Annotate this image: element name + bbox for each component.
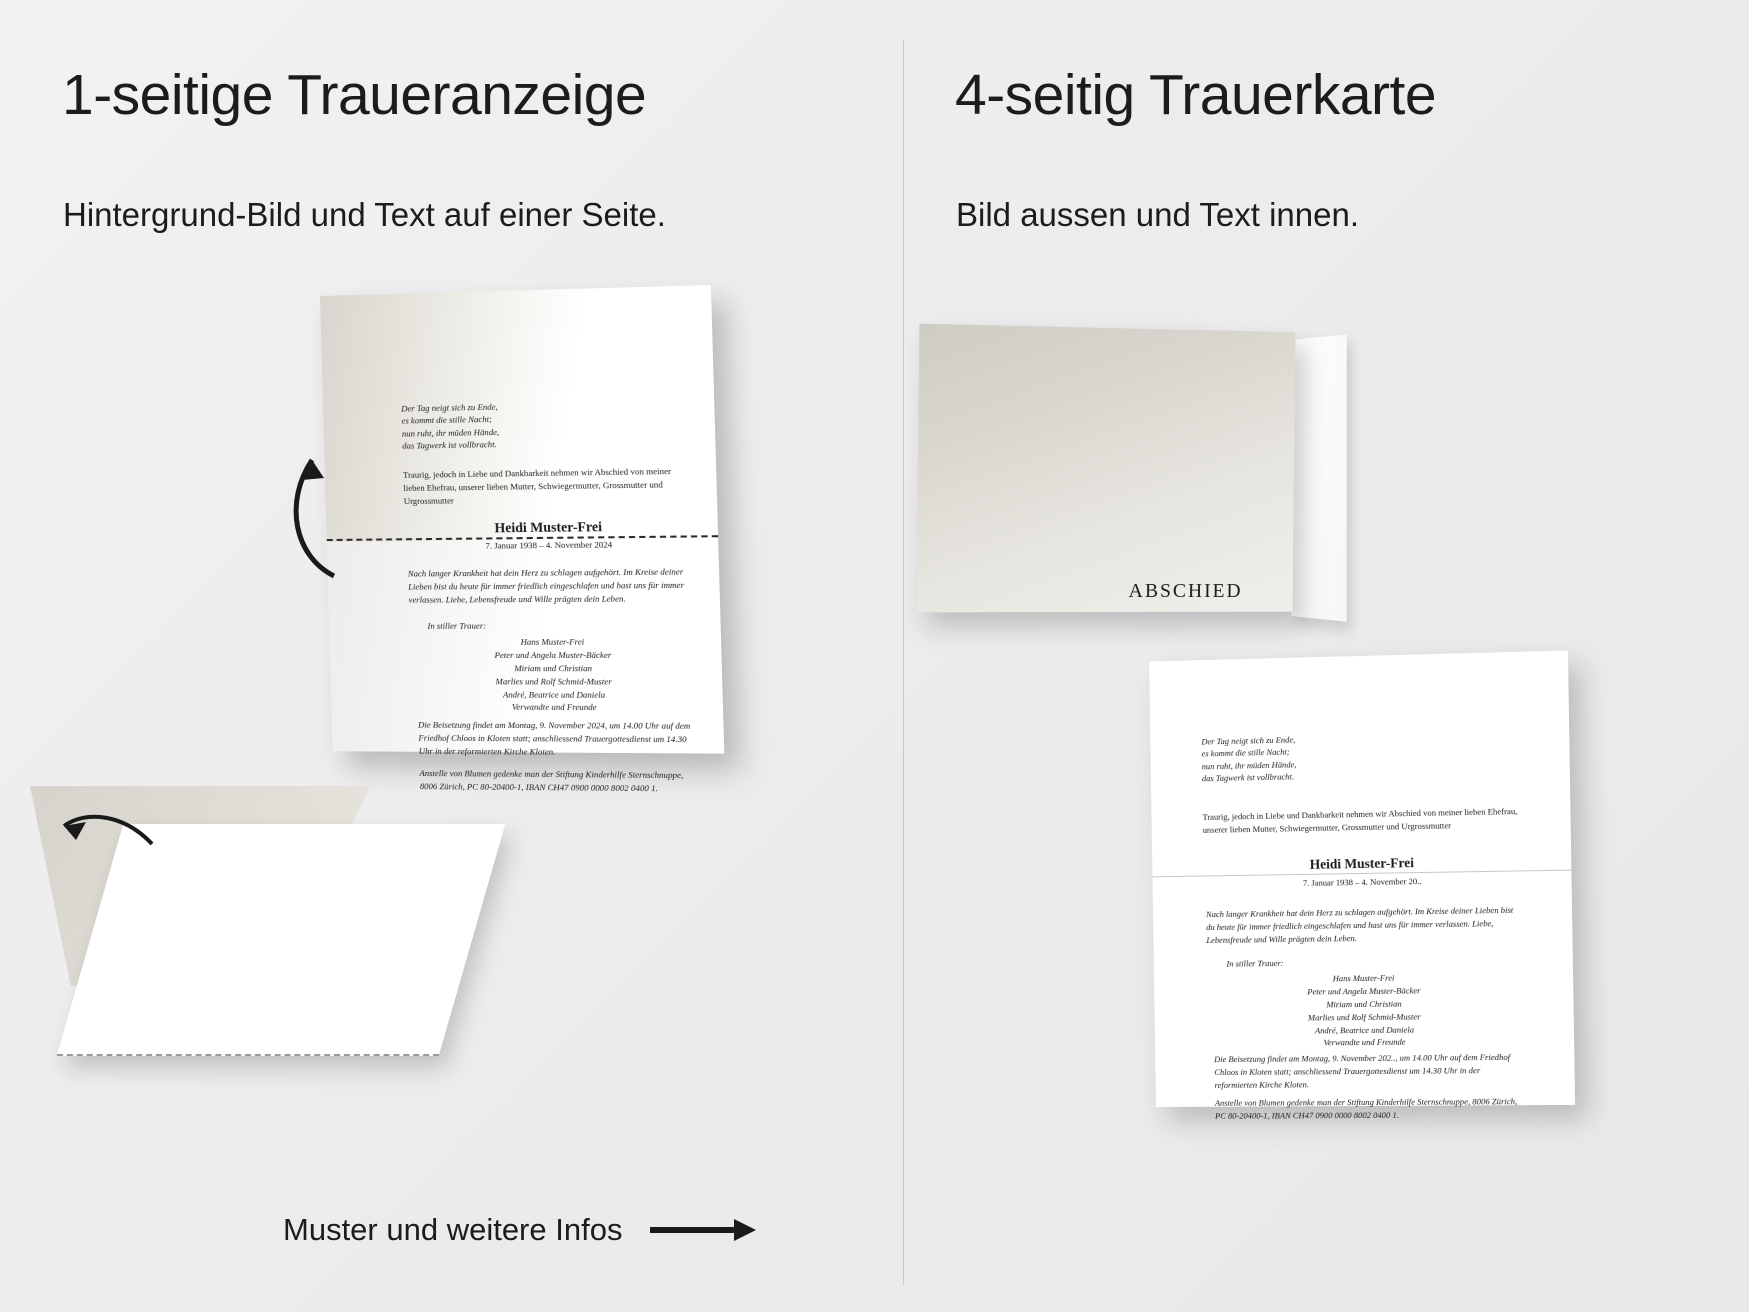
mourner-item: Peter und Angela Muster-Bäcker [1307,985,1421,997]
obituary-verse: Der Tag neigt sich zu Ende, es kommt die stille Nacht; nun ruht, ihr müden Hände, das Tagwerk ist vollbracht. [401,401,500,452]
mourner-item: Miriam und Christian [514,662,593,673]
obituary-name: Heidi Muster-Frei [494,518,603,536]
card-dates: 7. Januar 1938 – 4. November 20.. [1302,876,1422,888]
card-funeral: Die Beisetzung findet am Montag, 9. November 202.., um 14.00 Uhr auf dem Friedhof Chloos in Kloten statt; anschliessend Trauergottesdienst um 14.30 Uhr in der reformierten Kirche Kloten. [1214,1051,1511,1090]
card-outside-preview [920,318,1380,618]
right-panel-title: 4-seitig Trauerkarte [955,63,1437,127]
footer-label: Muster und weitere Infos [283,1212,623,1247]
arrow-right-icon[interactable] [648,1217,758,1243]
obituary-sheet-preview [320,285,724,794]
mourner-item: André, Beatrice und Daniela [1314,1024,1415,1035]
card-mourners-label: In stiller Trauer: [1226,957,1284,969]
card-name: Heidi Muster-Frei [1309,855,1415,872]
card-intro: Traurig, jedoch in Liebe und Dankbarkeit nehmen wir Abschied von meiner lieben Ehefrau, unserer lieben Mutter, Schwiegermutter, Grossmutter und Urgrossmutter [1202,805,1518,835]
envelope-card-sheet [57,824,506,1056]
left-panel-title: 1-seitige Traueranzeige [62,63,647,127]
obituary-donation: Anstelle von Blumen gedenke man der Stiftung Kinderhilfe Sternschnuppe, 8006 Zürich, PC 80-20400-1, IBAN CH47 0900 0000 8002 0400 1. [419,767,684,794]
obituary-body: Nach langer Krankheit hat dein Herz zu schlagen aufgehört. Im Kreise deiner Lieben bist du heute für immer friedlich eingeschlafen und hast uns für immer verlassen. Liebe, Lebensfreude und Wille prägten dein Leben. [407,566,685,605]
mourner-item: Verwandte und Freunde [1323,1037,1406,1048]
card-inside-preview [1149,651,1575,1121]
footer-cta[interactable] [283,1212,758,1248]
card-verse: Der Tag neigt sich zu Ende, es kommt die stille Nacht; nun ruht, ihr müden Hände, das Tagwerk ist vollbracht. [1201,734,1297,784]
fold-arrow-icon [276,436,346,586]
mourner-item: Hans Muster-Frei [1332,972,1395,984]
card-mourners-list [1207,970,1524,1050]
card-body: Nach langer Krankheit hat dein Herz zu schlagen aufgehört. Im Kreise deiner Lieben bist du heute für immer friedlich eingeschlafen und hast uns für immer verlassen. Liebe, Lebensfreude und Wille prägten dein Leben. [1205,904,1514,945]
card-donation: Anstelle von Blumen gedenke man der Stiftung Kinderhilfe Sternschnuppe, 8006 Zürich, PC 80-20400-1, IBAN CH47 0900 0000 8002 0400 1. [1214,1096,1518,1121]
obituary-dates: 7. Januar 1938 – 4. November 2024 [485,539,613,551]
right-panel-subtitle: Bild aussen und Text innen. [956,196,1360,233]
mourner-item: Marlies und Rolf Schmid-Muster [1307,1011,1421,1023]
panel-divider [903,40,904,1285]
card-front-panel [916,324,1295,613]
left-panel-subtitle: Hintergrund-Bild und Text auf einer Seite. [63,196,666,233]
mourner-item: Miriam und Christian [1326,998,1402,1010]
mourner-item: Peter und Angela Muster-Bäcker [494,649,612,660]
card-back-panel [1291,334,1347,622]
card-cover-title: ABSCHIED [1128,580,1243,602]
obituary-funeral: Die Beisetzung findet am Montag, 9. November 2024, um 14.00 Uhr auf dem Friedhof Chloos in Kloten statt; anschliessend Trauergottesdienst um 14.30 Uhr in der reformierten Kirche Kloten. [417,719,691,757]
mourner-item: Verwandte und Freunde [511,702,597,713]
mourner-item: Marlies und Rolf Schmid-Muster [495,675,612,687]
obituary-mourners-list [410,635,700,715]
fold-arrow-icon [52,808,162,854]
obituary-mourners-label: In stiller Trauer: [427,620,487,631]
mourner-item: André, Beatrice und Daniela [502,688,606,700]
mourner-item: Hans Muster-Frei [520,636,585,647]
obituary-intro: Traurig, jedoch in Liebe und Dankbarkeit nehmen wir Abschied von meiner lieben Ehefrau, unserer lieben Mutter, Schwiegermutter, Grossmutter und Urgrossmutter [402,465,672,506]
